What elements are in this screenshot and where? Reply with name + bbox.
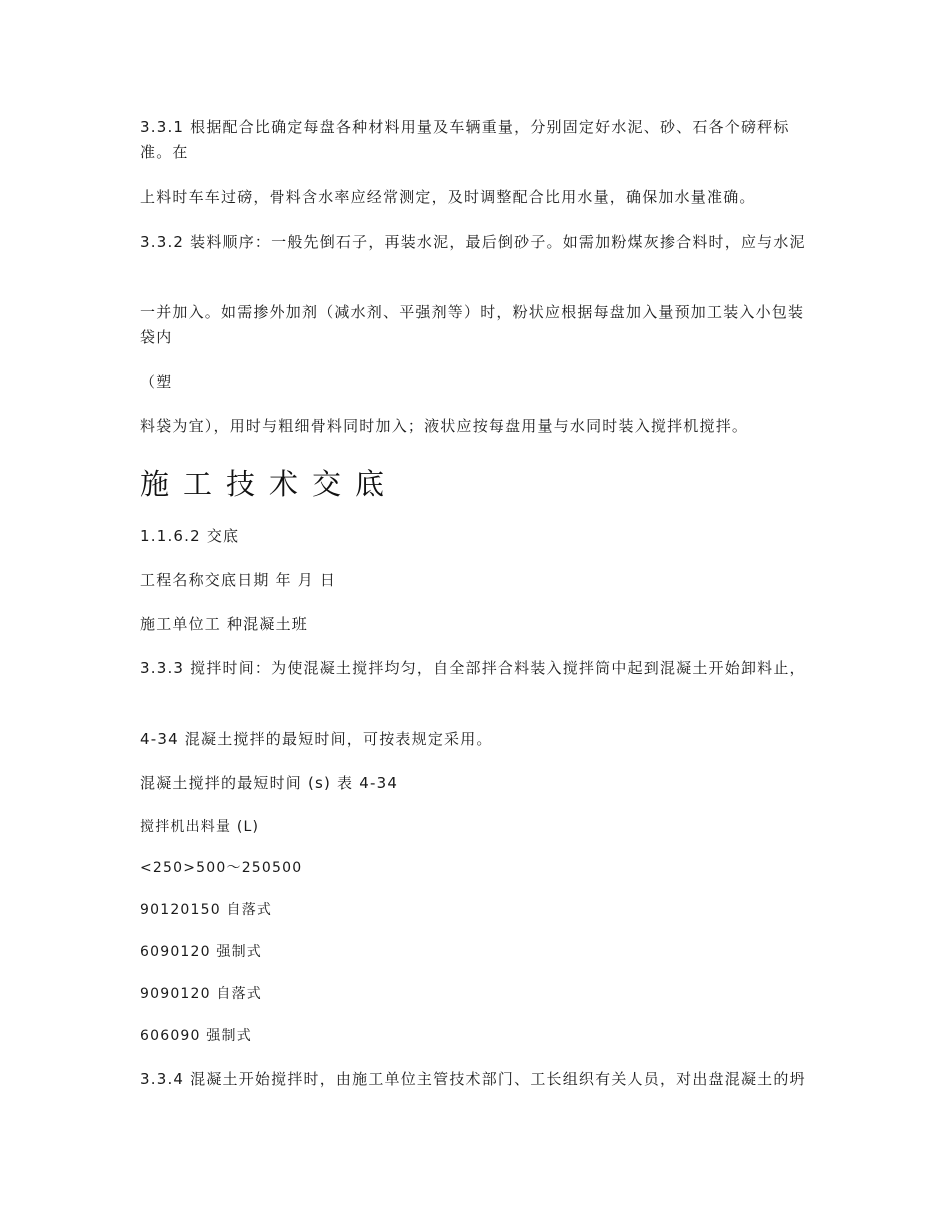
- table-ranges: <250>500～250500: [140, 860, 303, 876]
- paragraph-admixture: 一并加入。如需掺外加剂（减水剂、平强剂等）时，粉状应根据每盘加入量预加工装入小包装袋内: [140, 303, 805, 346]
- construction-unit-line: 施工单位工 种混凝土班: [140, 615, 308, 633]
- disclosure-code: 1.1.6.2 交底: [140, 527, 240, 545]
- paragraph-plastic-fragment: （塑: [140, 373, 173, 391]
- paragraph-table-reference: 4-34 混凝土搅拌的最短时间，可按表规定采用。: [140, 730, 493, 748]
- paragraph-3-3-1: 3.3.1 根据配合比确定每盘各种材料用量及车辆重量，分别固定好水泥、砂、石各个磅秤标准。在: [140, 118, 790, 161]
- paragraph-3-3-4: 3.3.4 混凝土开始搅拌时，由施工单位主管技术部门、工长组织有关人员，对出盘混凝土的坍: [140, 1070, 806, 1088]
- table-header: 搅拌机出料量 (L): [140, 819, 260, 835]
- project-name-line: 工程名称交底日期 年 月 日: [140, 571, 337, 589]
- paragraph-weighing: 上料时车车过磅，骨料含水率应经常测定，及时调整配合比用水量，确保加水量准确。: [140, 188, 756, 206]
- table-row: 606090 强制式: [140, 1028, 252, 1044]
- table-row: 6090120 强制式: [140, 944, 263, 960]
- table-title: 混凝土搅拌的最短时间 (s) 表 4-34: [140, 774, 399, 792]
- table-row: 9090120 自落式: [140, 986, 263, 1002]
- paragraph-3-3-3: 3.3.3 搅拌时间：为使混凝土搅拌均匀，自全部拌合料装入搅拌筒中起到混凝土开始卸料止，: [140, 659, 806, 677]
- page-title: 施工技术交底: [140, 467, 399, 501]
- table-row: 90120150 自落式: [140, 902, 273, 918]
- paragraph-liquid-admixture: 料袋为宜），用时与粗细骨料同时加入；液状应按每盘用量与水同时装入搅拌机搅拌。: [140, 417, 749, 435]
- paragraph-3-3-2: 3.3.2 装料顺序：一般先倒石子，再装水泥，最后倒砂子。如需加粉煤灰掺合料时，应与水泥: [140, 233, 806, 251]
